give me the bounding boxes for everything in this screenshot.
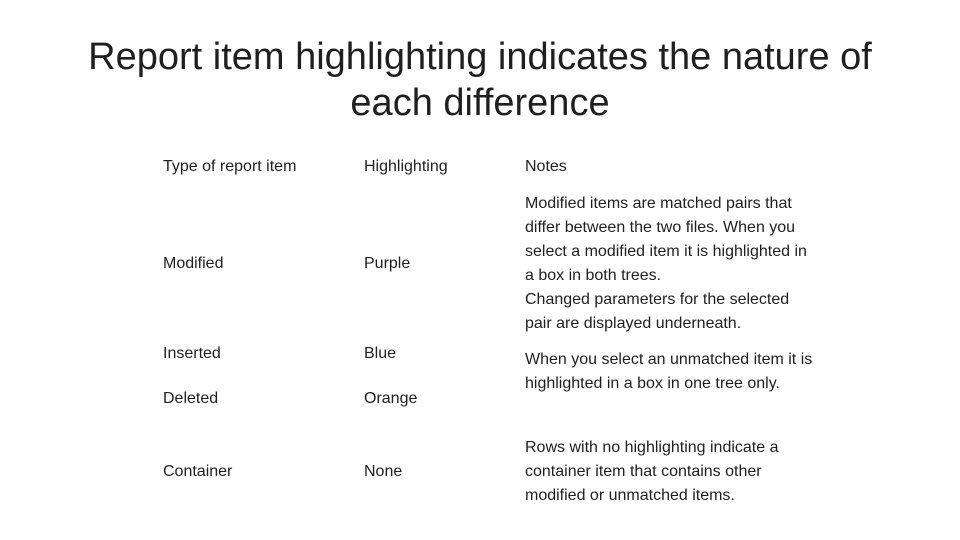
row-type-inserted: Inserted xyxy=(163,345,221,362)
row-highlighting-inserted: Blue xyxy=(364,345,397,362)
row-type-modified: Modified xyxy=(163,255,224,272)
row-highlighting-container: None xyxy=(364,463,403,480)
row-highlighting-modified: Purple xyxy=(364,255,411,272)
slide-title: Report item highlighting indicates the nature of each difference xyxy=(88,36,872,124)
notes-modified: Modified items are matched pairs that differ between the two files. When you select a modified item it is highlighted in a box in both trees. Changed parameters for the selected pair are displayed underneath. xyxy=(525,195,807,332)
header-highlighting: Highlighting xyxy=(364,158,448,175)
notes-container: Rows with no highlighting indicate a container item that contains other modified or unmatched items. xyxy=(525,439,779,504)
row-type-deleted: Deleted xyxy=(163,390,219,407)
notes-unmatched: When you select an unmatched item it is highlighted in a box in one tree only. xyxy=(525,351,813,392)
row-highlighting-deleted: Orange xyxy=(364,390,418,407)
row-type-container: Container xyxy=(163,463,233,480)
header-type: Type of report item xyxy=(163,158,297,175)
header-notes: Notes xyxy=(525,158,567,175)
